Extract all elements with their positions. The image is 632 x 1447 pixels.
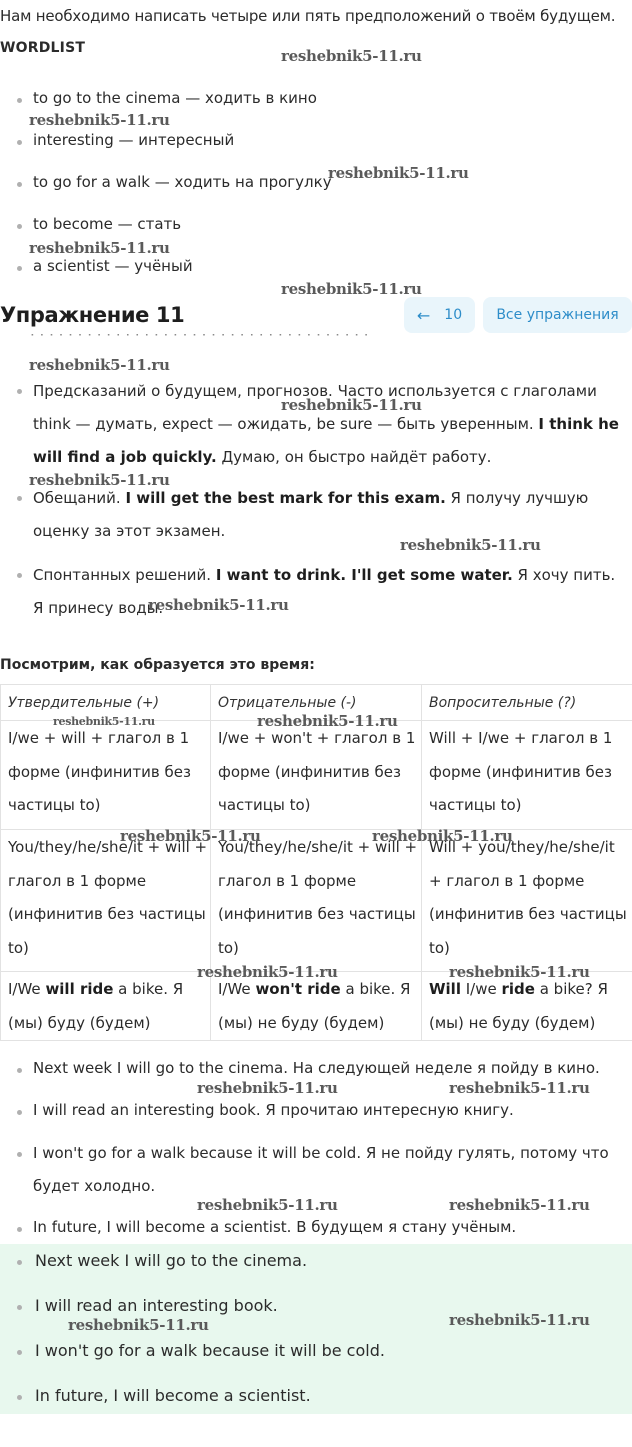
clipped-text-line: · · · · · · · · · · · · · · · · · · · · · · · · · · · · · · · · · · · · xyxy=(30,334,369,344)
translation-item: I will read an interesting book. Я прочитаю интересную книгу. xyxy=(0,1101,514,1119)
watermark: reshebnik5-11.ru xyxy=(449,1196,590,1214)
watermark: reshebnik5-11.ru xyxy=(281,280,422,298)
arrow-left-icon: ← xyxy=(416,305,431,325)
watermark: reshebnik5-11.ru xyxy=(29,111,170,129)
wordlist-item: a scientist — учёный xyxy=(0,257,193,275)
watermark: reshebnik5-11.ru xyxy=(29,471,170,489)
table-cell: I/We won't ride a bike. Я (мы) не буду (будем) xyxy=(211,972,422,1041)
answer-item: I will read an interesting book. xyxy=(0,1296,278,1315)
watermark: reshebnik5-11.ru xyxy=(29,239,170,257)
wordlist-title: WORDLIST xyxy=(0,40,86,56)
bullet-icon xyxy=(17,98,22,103)
watermark: reshebnik5-11.ru xyxy=(449,1311,590,1329)
grammar-title: Посмотрим, как образуется это время: xyxy=(0,657,315,673)
bullet-icon xyxy=(17,496,22,501)
table-cell: Will + you/they/he/she/it + глагол в 1 форме (инфинитив без частицы to) xyxy=(422,830,632,972)
table-row xyxy=(1,972,632,1041)
table-cell: You/they/he/she/it + will + глагол в 1 форме (инфинитив без частицы to) xyxy=(211,830,422,972)
bullet-icon xyxy=(17,140,22,145)
bullet-icon xyxy=(17,266,22,271)
wordlist-item: interesting — интересный xyxy=(0,131,234,149)
watermark: reshebnik5-11.ru xyxy=(281,47,422,65)
watermark: reshebnik5-11.ru xyxy=(197,1196,338,1214)
exercise-title: Упражнение 11 xyxy=(0,303,185,327)
all-exercises-button[interactable]: Все упражнения xyxy=(483,297,632,333)
translation-item: In future, I will become a scientist. В будущем я стану учёным. xyxy=(0,1218,516,1236)
table-row xyxy=(1,721,632,830)
bullet-icon xyxy=(17,573,22,578)
usage-item: Спонтанных решений. I want to drink. I'll get some water. Я хочу пить. Я принесу воды. xyxy=(33,566,616,617)
usage-item: Обещаний. I will get the best mark for this exam. Я получу лучшую оценку за этот экзамен. xyxy=(33,489,589,540)
header-negative: Отрицательные (-) xyxy=(211,685,422,721)
bullet-icon xyxy=(17,1260,22,1265)
table-cell: Will + I/we + глагол в 1 форме (инфинитив без частицы to) xyxy=(422,721,632,830)
watermark: reshebnik5-11.ru xyxy=(68,1316,209,1334)
wordlist-item: to become — стать xyxy=(0,215,181,233)
intro-text: Нам необходимо написать четыре или пять предположений о твоём будущем. xyxy=(0,7,616,25)
table-cell: Will I/we ride a bike? Я (мы) не буду (будем) xyxy=(422,972,632,1041)
translation-item: Next week I will go to the cinema. На следующей неделе я пойду в кино. xyxy=(0,1059,600,1077)
table-cell: I/we + will + глагол в 1 форме (инфинитив без частицы to) xyxy=(1,721,211,830)
watermark: reshebnik5-11.ru xyxy=(257,712,398,730)
prev-exercise-button[interactable]: ← 10 xyxy=(404,297,475,333)
watermark: reshebnik5-11.ru xyxy=(120,827,261,845)
wordlist-item: to go to the cinema — ходить в кино xyxy=(0,89,317,107)
translation-item: I won't go for a walk because it will be cold. Я не пойду гулять, потому что будет холодно. xyxy=(33,1144,609,1195)
watermark: reshebnik5-11.ru xyxy=(197,963,338,981)
watermark: reshebnik5-11.ru xyxy=(449,963,590,981)
bullet-icon xyxy=(17,1395,22,1400)
usage-item: Предсказаний о будущем, прогнозов. Часто используется с глаголами think — думать, expect — ожидать, be sure — быть уверенным. I think he will find a job quickly. Думаю, он быстро найдёт работу. xyxy=(33,382,619,466)
bullet-icon xyxy=(17,224,22,229)
bullet-icon xyxy=(17,1068,22,1073)
table-row xyxy=(1,830,632,972)
watermark: reshebnik5-11.ru xyxy=(53,715,155,728)
header-affirmative: Утвердительные (+) xyxy=(1,685,211,721)
watermark: reshebnik5-11.ru xyxy=(197,1079,338,1097)
bullet-icon xyxy=(17,1227,22,1232)
watermark: reshebnik5-11.ru xyxy=(29,356,170,374)
bullet-icon xyxy=(17,1152,22,1157)
bullet-icon xyxy=(17,1110,22,1115)
bullet-icon xyxy=(17,1350,22,1355)
grammar-table xyxy=(0,684,632,1041)
table-cell: You/they/he/she/it + will + глагол в 1 форме (инфинитив без частицы to) xyxy=(1,830,211,972)
answer-item: Next week I will go to the cinema. xyxy=(0,1251,307,1270)
watermark: reshebnik5-11.ru xyxy=(372,827,513,845)
watermark: reshebnik5-11.ru xyxy=(449,1079,590,1097)
watermark: reshebnik5-11.ru xyxy=(328,164,469,182)
answer-item: I won't go for a walk because it will be cold. xyxy=(0,1341,385,1360)
bullet-icon xyxy=(17,1305,22,1310)
watermark: reshebnik5-11.ru xyxy=(400,536,541,554)
header-interrogative: Вопросительные (?) xyxy=(422,685,632,721)
table-cell: I/We will ride a bike. Я (мы) буду (будем) xyxy=(1,972,211,1041)
table-cell: I/we + won't + глагол в 1 форме (инфинитив без частицы to) xyxy=(211,721,422,830)
answer-item: In future, I will become a scientist. xyxy=(0,1386,311,1405)
watermark: reshebnik5-11.ru xyxy=(281,396,422,414)
wordlist-item: to go for a walk — ходить на прогулку xyxy=(0,173,332,191)
bullet-icon xyxy=(17,389,22,394)
bullet-icon xyxy=(17,182,22,187)
watermark: reshebnik5-11.ru xyxy=(148,596,289,614)
